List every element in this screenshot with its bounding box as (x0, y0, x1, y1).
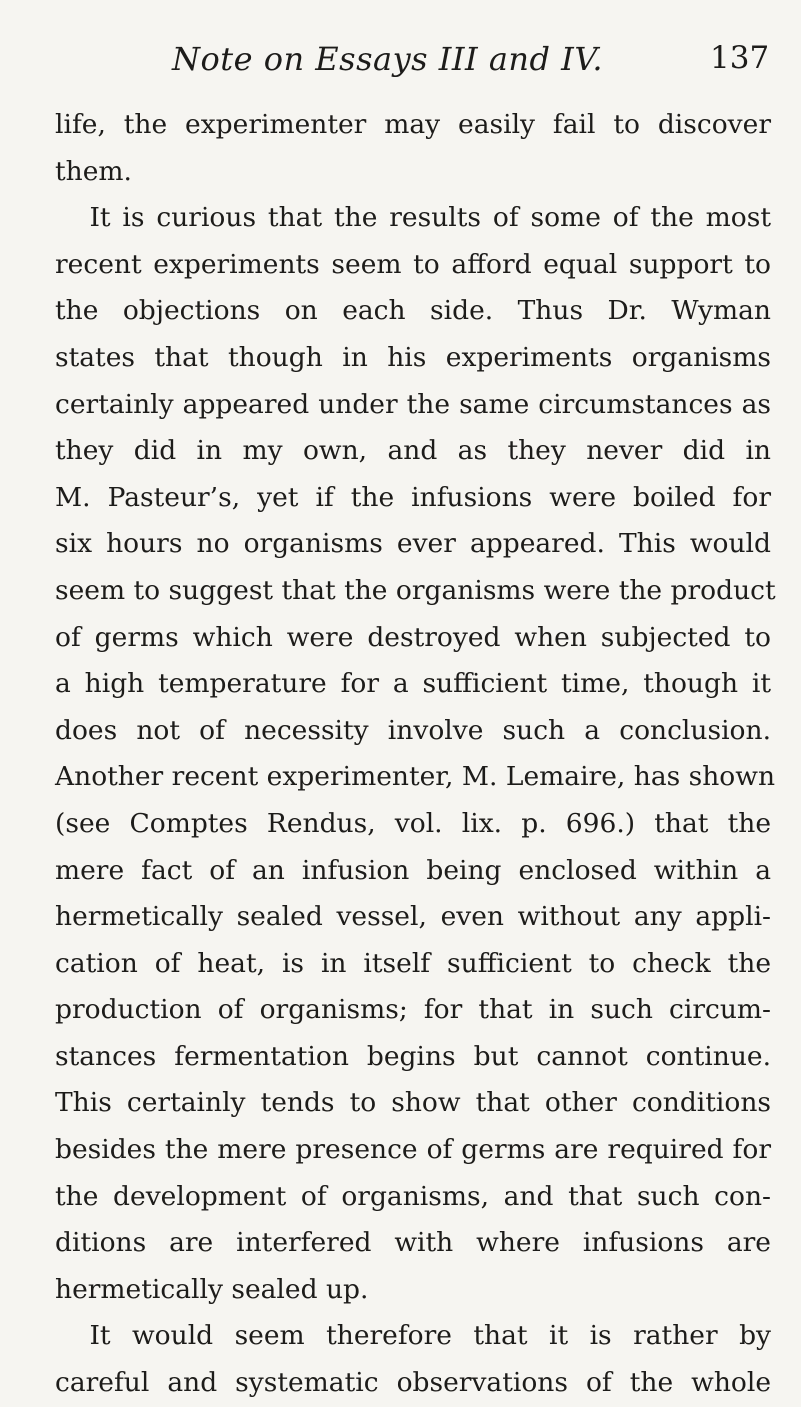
text-line: careful and systematic observations of the whole (55, 1367, 771, 1399)
text-line: It is curious that the results of some of the most (89, 202, 771, 234)
body-text (55, 102, 776, 1407)
text-line: M. Pasteur’s, yet if the infusions were boiled for (55, 481, 771, 513)
text-line: the development of organisms, and that such con- (55, 1180, 771, 1212)
text-line: them. (55, 155, 132, 187)
text-line: ditions are interfered with where infusions are (55, 1227, 771, 1259)
text-line: recent experiments seem to afford equal support to (55, 248, 771, 280)
text-line: certainly appeared under the same circumstances as (55, 388, 771, 420)
text-line: stances fermentation begins but cannot continue. (55, 1040, 771, 1072)
text-line: seem to suggest that the organisms were the product (55, 574, 776, 606)
text-line: cation of heat, is in itself sufficient to check the (55, 947, 771, 979)
text-line: of germs which were destroyed when subjected to (55, 621, 771, 653)
text-line: This certainly tends to show that other conditions (55, 1087, 771, 1119)
text-line: six hours no organisms ever appeared. This would (55, 528, 771, 560)
text-line: hermetically sealed up. (55, 1273, 369, 1305)
text-line: Another recent experimenter, M. Lemaire, has shown (55, 761, 776, 793)
text-line: production of organisms; for that in such circum- (55, 994, 771, 1026)
page-number: 137 (710, 40, 770, 76)
text-line: (see Comptes Rendus, vol. lix. p. 696.) that the (55, 807, 771, 839)
text-line: states that though in his experiments organisms (55, 341, 771, 373)
text-line: does not of necessity involve such a conclusion. (55, 714, 771, 746)
running-title: Note on Essays III and IV. (172, 40, 603, 78)
text-line: hermetically sealed vessel, even without any appli- (55, 901, 771, 933)
text-line: It would seem therefore that it is rather by (89, 1320, 771, 1352)
text-line: they did in my own, and as they never did in (55, 435, 771, 467)
text-line: mere fact of an infusion being enclosed within a (55, 854, 771, 886)
text-line: a high temperature for a sufficient time, though it (55, 668, 771, 700)
text-line: the objections on each side. Thus Dr. Wyman (55, 295, 771, 327)
text-line: besides the mere presence of germs are required for (55, 1134, 771, 1166)
text-line: life, the experimenter may easily fail to discover (55, 109, 771, 140)
